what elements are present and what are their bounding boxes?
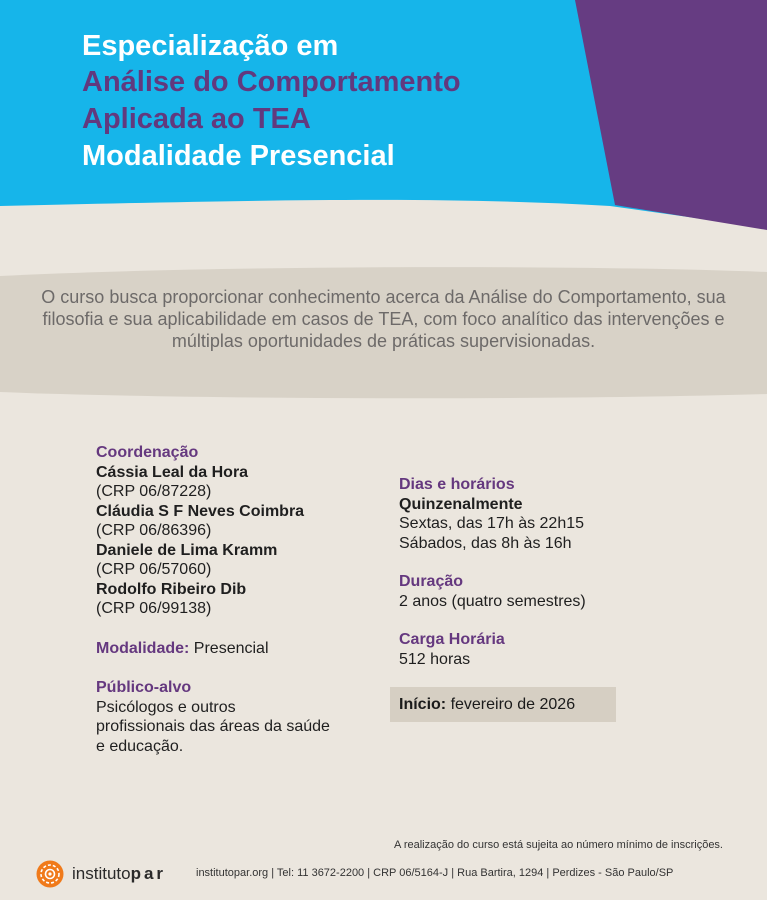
schedule-label: Dias e horários [399,476,515,493]
audience-line: Psicólogos e outros [96,698,236,716]
start-date-box [390,687,616,722]
coordinator-name: Daniele de Lima Kramm [96,541,278,559]
workload-value: 512 horas [399,650,471,668]
footer-contact: institutopar.org | Tel: 11 3672-2200 | CRP 06/5164-J | Rua Bartira, 1294 | Perdizes - São Paulo/SP [196,867,674,879]
audience-line: e educação. [96,737,184,755]
schedule-frequency: Quinzenalmente [399,495,523,513]
title-line-3: Aplicada ao TEA [82,103,311,135]
audience-line: profissionais das áreas da saúde [96,718,330,735]
intro-paragraph: O curso busca proporcionar conhecimento acerca da Análise do Comportamento, sua filosofia e sua aplicabilidade em casos de TEA, com foco analítico das intervenções e múltiplas oportunidades de práticas supervisionadas. [41,287,726,351]
audience-label: Público-alvo [96,679,192,696]
duration-value: 2 anos (quatro semestres) [399,592,586,610]
coordinator-crp: (CRP 06/86396) [96,522,212,539]
start-label: Início: [399,696,447,713]
institute-logo-icon [36,860,64,888]
title-line-2: Análise do Comportamento [82,66,461,98]
workload-label: Carga Horária [399,631,505,648]
logo-text-prefix: instituto [72,864,131,883]
schedule-line: Sextas, das 17h às 22h15 [399,515,585,532]
coordinator-name: Cláudia S F Neves Coimbra [96,502,305,520]
start-value: fevereiro de 2026 [450,696,576,713]
institute-logo-text [72,864,166,884]
coordinator-crp: (CRP 06/87228) [96,483,212,500]
left-column [96,443,376,756]
coordinator-name: Cássia Leal da Hora [96,463,249,481]
logo-text-suffix: par [130,864,167,883]
modality-label: Modalidade: [96,639,190,657]
duration-label: Duração [399,573,464,590]
coordination-label: Coordenação [96,444,199,461]
title-line-4: Modalidade Presencial [82,140,395,172]
title-line-1: Especialização em [82,30,339,62]
modality-value: Presencial [193,639,269,657]
coordinator-crp: (CRP 06/57060) [96,561,212,578]
coordinator-name: Rodolfo Ribeiro Dib [96,580,247,598]
schedule-line: Sábados, das 8h às 16h [399,534,572,552]
disclaimer-text: A realização do curso está sujeita ao número mínimo de inscrições. [394,839,723,851]
coordinator-crp: (CRP 06/99138) [96,600,212,617]
right-column [399,475,729,669]
institute-logo [36,858,176,890]
modality-row [96,639,376,659]
